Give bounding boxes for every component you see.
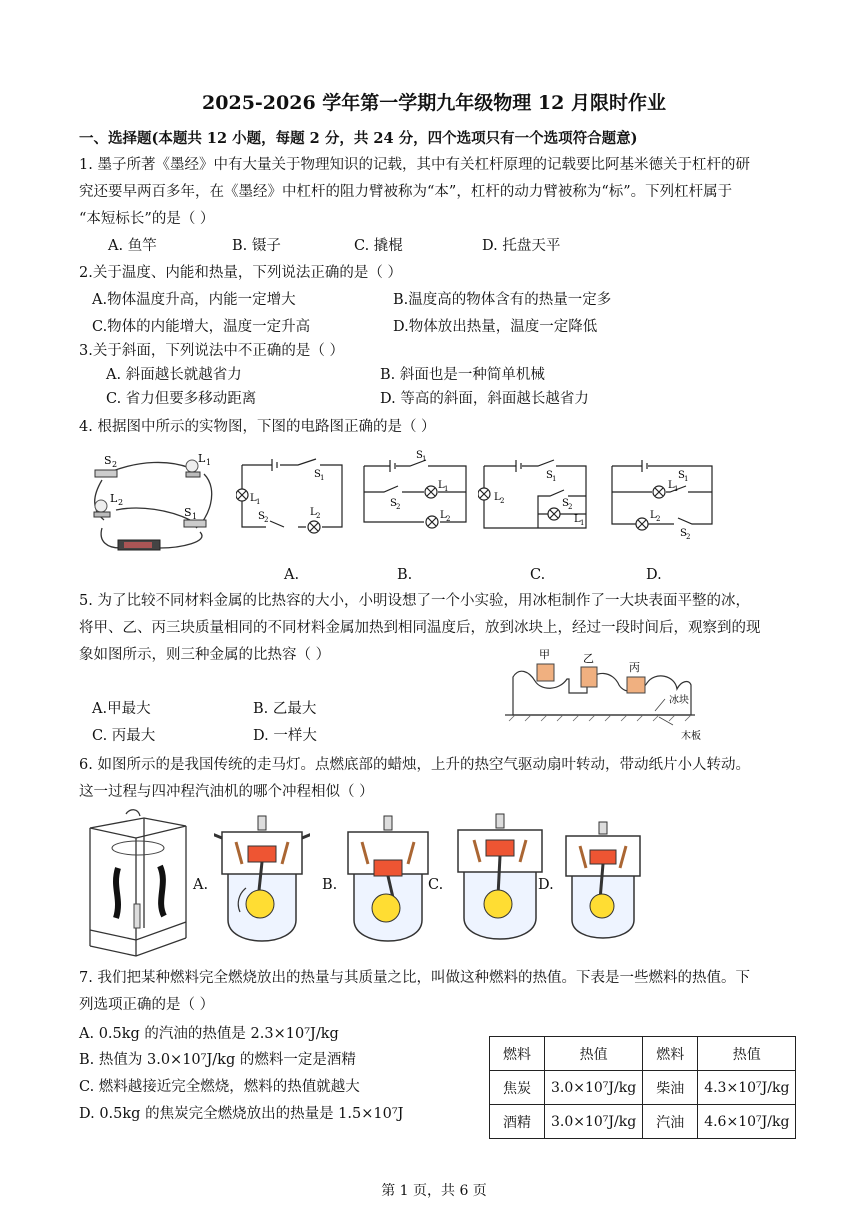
table-header-cell: 热值 [698,1037,796,1071]
q5-fig-jia: 甲 [539,648,550,661]
q6-lantern-figure [82,808,192,958]
q6-option-b[interactable]: B. [322,877,338,893]
svg-text:2: 2 [568,503,573,511]
q4-circuit-d [606,452,718,540]
svg-text:L: L [310,507,317,518]
q2-stem: 2.关于温度、内能和热量，下列说法正确的是（ ） [79,265,402,281]
q5-fig-ice: 冰块 [669,695,689,706]
table-cell: 3.0×10⁷J/kg [545,1071,643,1105]
q4-physical-circuit [80,450,230,558]
svg-text:2: 2 [686,533,691,540]
svg-text:L: L [650,510,657,521]
page-footer: 第 1 页，共 6 页 [381,1183,487,1199]
q6-engine-c [450,810,550,952]
q7-option-d[interactable]: D. 0.5kg 的焦炭完全燃烧放出的热量是 1.5×10⁷J [79,1106,404,1122]
svg-text:L: L [250,493,257,504]
svg-text:S: S [416,450,423,461]
svg-text:2: 2 [396,503,401,511]
table-cell: 酒精 [490,1105,545,1139]
q4-option-b[interactable]: B. [397,567,413,583]
q4-circuit-a [236,455,348,537]
svg-text:L: L [668,480,675,491]
q5-option-a[interactable]: A.甲最大 [92,701,151,717]
table-cell: 汽油 [643,1105,698,1139]
svg-text:1: 1 [256,498,261,506]
table-header-cell: 燃料 [490,1037,545,1071]
q5-option-c[interactable]: C. 丙最大 [92,728,156,744]
svg-text:1: 1 [206,458,212,467]
q1-option-a[interactable]: A. 鱼竿 [108,238,157,254]
q7-option-a[interactable]: A. 0.5kg 的汽油的热值是 2.3×10⁷J/kg [79,1026,339,1042]
svg-text:2: 2 [118,498,124,507]
q6-option-a[interactable]: A. [193,877,209,893]
svg-text:L: L [574,514,581,525]
table-header-cell: 热值 [545,1037,643,1071]
q2-option-b[interactable]: B.温度高的物体含有的热量一定多 [393,292,612,308]
svg-text:1: 1 [444,485,449,493]
svg-text:S: S [680,528,687,539]
q1-line2: 究还要早两百多年，在《墨经》中杠杆的阻力臂被称为“本”，杠杆的动力臂被称为“标”。下列杠杆属于 [79,184,733,200]
svg-text:2: 2 [264,516,269,524]
q6-line1: 6. 如图所示的是我国传统的走马灯。点燃底部的蜡烛，上升的热空气驱动扇叶转动，带动纸片小人转动。 [79,757,750,773]
q1-option-b[interactable]: B. 镊子 [232,238,281,254]
svg-text:1: 1 [674,485,679,493]
q6-engine-d [560,820,646,950]
table-header-cell: 燃料 [643,1037,698,1071]
svg-text:S: S [678,470,685,481]
q4-option-d[interactable]: D. [646,567,662,583]
q4-option-c[interactable]: C. [530,567,546,583]
q7-line2: 列选项正确的是（ ） [79,997,215,1013]
q5-option-d[interactable]: D. 一样大 [253,728,317,744]
q4-option-a[interactable]: A. [284,567,300,583]
svg-text:L: L [438,480,445,491]
q5-fig-bing: 丙 [629,661,640,674]
q1-option-c[interactable]: C. 撬棍 [354,238,403,254]
q4-stem: 4. 根据图中所示的实物图，下图的电路图正确的是（ ） [79,419,436,435]
svg-text:1: 1 [580,519,585,527]
q4-circuit-b [360,448,472,538]
table-row [490,1105,796,1139]
svg-text:2: 2 [500,497,505,505]
table-cell: 4.3×10⁷J/kg [698,1071,796,1105]
svg-text:1: 1 [684,475,689,483]
q3-stem: 3.关于斜面，下列说法中不正确的是（ ） [79,343,344,359]
svg-text:L: L [494,492,501,503]
svg-text:S: S [562,498,569,509]
table-cell: 4.6×10⁷J/kg [698,1105,796,1139]
q3-option-d[interactable]: D. 等高的斜面，斜面越长越省力 [380,391,589,407]
page-title: 2025-2026 学年第一学期九年级物理 12 月限时作业 [202,92,666,114]
table-cell: 焦炭 [490,1071,545,1105]
q7-option-b[interactable]: B. 热值为 3.0×10⁷J/kg 的燃料一定是酒精 [79,1052,356,1068]
q4-phys-l2-label: L [110,492,118,505]
svg-text:L: L [440,510,447,521]
table-header-row [490,1037,796,1071]
q5-line1: 5. 为了比较不同材料金属的比热容的大小，小明设想了一个小实验，用冰柜制作了一大块表面平整的冰， [79,593,750,609]
q5-ice-figure [505,645,715,745]
q6-option-c[interactable]: C. [428,877,444,893]
q2-option-c[interactable]: C.物体的内能增大，温度一定升高 [92,319,311,335]
section-heading: 一、选择题(本题共 12 小题，每题 2 分，共 24 分，四个选项只有一个选项符合题意) [79,130,638,147]
q7-option-c[interactable]: C. 燃料越接近完全燃烧，燃料的热值就越大 [79,1079,360,1095]
q5-line2: 将甲、乙、丙三块质量相同的不同材料金属加热到相同温度后，放到冰块上，经过一段时间后，观察到的现 [79,620,761,636]
svg-text:2: 2 [446,515,451,523]
q7-line1: 7. 我们把某种燃料完全燃烧放出的热量与其质量之比，叫做这种燃料的热值。下表是一些燃料的热值。下 [79,970,750,986]
q5-fig-yi: 乙 [583,652,594,665]
svg-text:1: 1 [552,475,557,483]
q1-line3: “本短标长”的是（ ） [79,211,215,227]
table-row [490,1071,796,1105]
q4-phys-s1-label: S [184,506,192,519]
q6-engine-a [214,812,310,952]
q4-phys-l1-label: L [198,452,206,465]
q6-option-d[interactable]: D. [538,877,554,893]
q2-option-a[interactable]: A.物体温度升高，内能一定增大 [92,292,296,308]
svg-text:2: 2 [316,512,321,520]
q1-line1: 1. 墨子所著《墨经》中有大量关于物理知识的记载，其中有关杠杆原理的记载要比阿基米德关于杠杆的研 [79,157,750,173]
svg-text:S: S [390,498,397,509]
svg-text:1: 1 [422,455,427,463]
svg-text:S: S [314,469,321,480]
svg-text:2: 2 [656,515,661,523]
svg-text:1: 1 [320,474,325,482]
q6-engine-b [340,812,436,952]
q4-circuit-c [478,452,592,536]
q2-option-d[interactable]: D.物体放出热量，温度一定降低 [393,319,598,335]
q5-line3: 象如图所示，则三种金属的比热容（ ） [79,647,331,663]
q3-option-c[interactable]: C. 省力但要多移动距离 [106,391,257,407]
table-cell: 柴油 [643,1071,698,1105]
q7-heat-value-table [489,1036,796,1139]
q1-option-d[interactable]: D. 托盘天平 [482,238,561,254]
table-cell: 3.0×10⁷J/kg [545,1105,643,1139]
q5-option-b[interactable]: B. 乙最大 [253,701,317,717]
q6-line2: 这一过程与四冲程汽油机的哪个冲程相似（ ） [79,784,374,800]
svg-text:S: S [546,470,553,481]
q4-phys-s2-label: S [104,454,112,467]
q5-fig-board: 木板 [681,731,701,742]
svg-text:S: S [258,511,265,522]
q3-option-a[interactable]: A. 斜面越长就越省力 [106,367,242,383]
svg-text:1: 1 [192,512,198,521]
svg-text:2: 2 [112,460,118,469]
q3-option-b[interactable]: B. 斜面也是一种简单机械 [380,367,545,383]
